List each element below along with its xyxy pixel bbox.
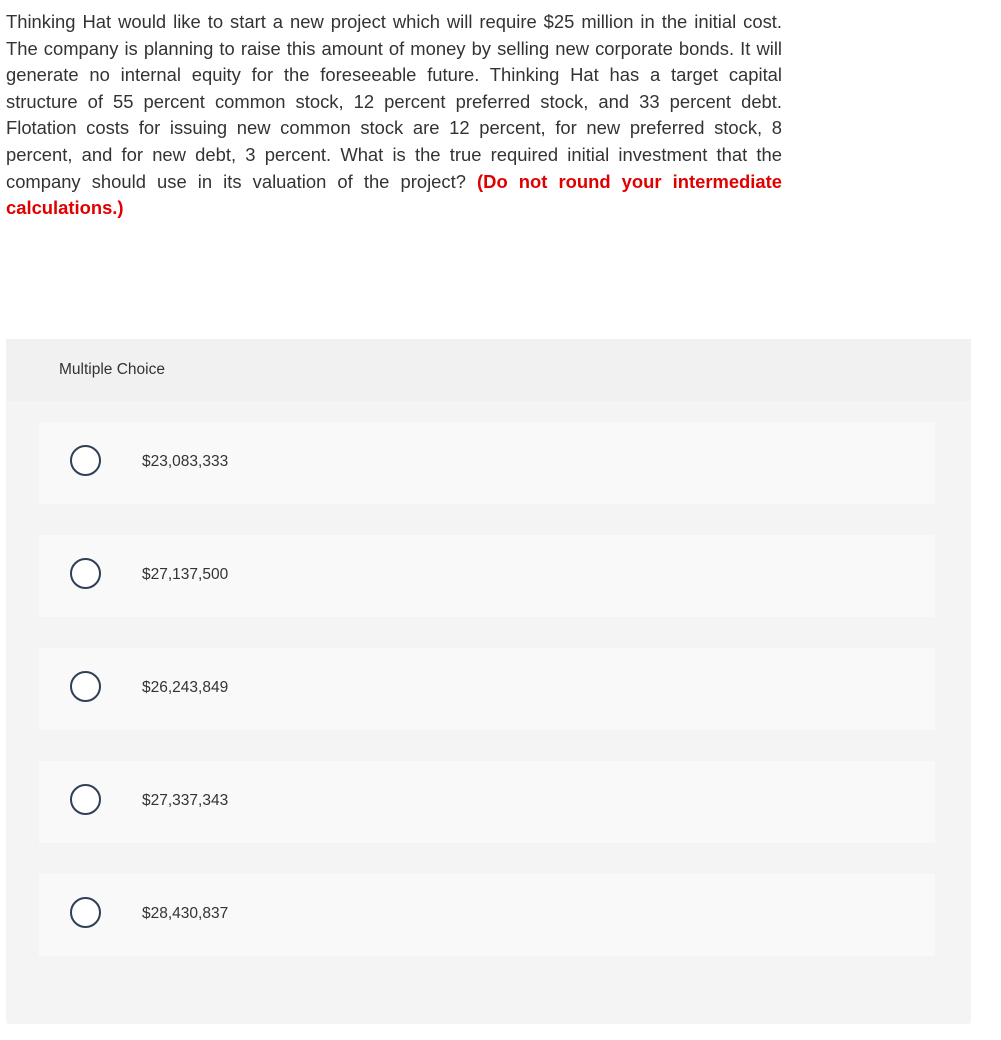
radio-button-icon[interactable] — [70, 671, 101, 702]
radio-button-icon[interactable] — [70, 445, 101, 476]
answer-option-label: $23,083,333 — [142, 453, 229, 470]
radio-button-icon[interactable] — [70, 558, 101, 589]
multiple-choice-header — [6, 339, 971, 401]
radio-button-icon[interactable] — [70, 897, 101, 928]
answer-option-1[interactable] — [39, 422, 935, 504]
answer-option-label: $26,243,849 — [142, 679, 229, 696]
radio-button-icon[interactable] — [70, 784, 101, 815]
question-note: (Do not round your intermediate calculations.) — [6, 170, 782, 219]
question-body: Thinking Hat would like to start a new project which will require $25 million in the initial cost. The company is planning to raise this amount of money by selling new corporate bonds. It will generate no internal equity for the foreseeable future. Thinking Hat has a target capital structure of 55 percent common stock, 12 percent preferred stock, and 33 percent debt. Flotation costs for issuing new common stock are 12 percent, for new preferred stock, 8 percent, and for new debt, 3 percent. What is the true required initial investment that the company should use in its valuation of the project? — [6, 11, 782, 192]
answer-option-5[interactable] — [39, 874, 935, 956]
multiple-choice-label: Multiple Choice — [59, 361, 165, 378]
answer-option-4[interactable] — [39, 761, 935, 843]
answer-option-label: $27,337,343 — [142, 792, 229, 809]
answer-option-label: $28,430,837 — [142, 905, 229, 922]
multiple-choice-panel — [6, 339, 971, 1024]
answer-option-label: $27,137,500 — [142, 566, 229, 583]
answer-option-3[interactable] — [39, 648, 935, 730]
answer-option-2[interactable] — [39, 535, 935, 617]
question-text — [6, 9, 782, 222]
